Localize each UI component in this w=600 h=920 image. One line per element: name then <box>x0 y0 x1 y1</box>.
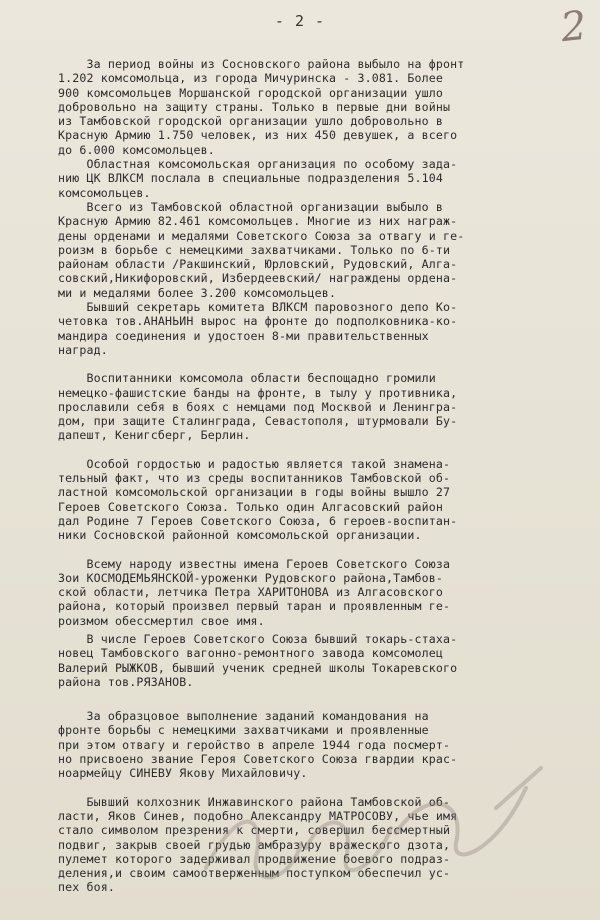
paragraph-heroes-count: Особой гордостью и радостью является такой знамена- тельный факт, что из среды воспитанников Тамбовской об- ластной комсомольской организации в годы войны вышло 27 Героев Советского Союза. Только один Алгасовский район дал Родине 7 Героев Советского Союза, 6 героев-воспитан- ники Сосновской районной комсомольской организации. <box>58 456 458 543</box>
page-number: - 2 - <box>274 12 326 30</box>
paragraph-ananyin: Бывший секретарь комитета ВЛКСМ паровозного депо Ко- четовка тов.АНАНЬИН вырос на фронте до подполковника-ко- мандира соединения и удостоен 8-ми правительственных наград. <box>58 300 458 357</box>
paragraph-sinev-feat: Бывший колхозник Инжавинского района Тамбовской об- ласти, Яков Синев, подобно Александру МАТРОСОВУ, чье имя стало символом презрения к смерти, совершил бессмертный подвиг, закрыв своей грудью амбразуру вражеского дзота, пулемет которого задерживал продвижение боевого подраз- деления,и своим самоотверженным поступком обеспечил ус- пех боя. <box>58 794 458 895</box>
archive-page-mark: 2 <box>558 2 589 52</box>
paragraph-total-departed: Всего из Тамбовской областной организации выбыло в Красную Армию 82.461 комсомольцев. Многие из них награж- дены орденами и медалями Советского Союза за отвагу и ге- роизм в борьбе с немецкими захватчиками. Только по 6-ти районам области /Ракшинский, Юрловский, Рудовский, Алга- совский,Никифоровский, Избердеевский/ награждены ордена- ми и медалями более 3.200 комсомольцев. <box>58 199 465 300</box>
paragraph-battles: Воспитанники комсомола области беспощадно громили немецко-фашистские банды на фронте, в тылу у противника, прославили себя в боях с немцами под Москвой и Ленингра- дом, при защите Сталинграда, Севастополя, штурмовали Бу- дапешт, Кенигсберг, Берлин. <box>58 371 458 443</box>
paragraph-sinev-award: За образцовое выполнение заданий командования на фронте борьбы с немецкими захватчиками и проявленные при этом отвагу и геройство в апреле 1944 года посмерт- но присвоено звание Героя Советского Союза гвардии крас- ноармейцу СИНЕВУ Якову Михайловичу. <box>58 709 458 781</box>
paragraph-ryzhkov: В числе Героев Советского Союза бывший токарь-стаха- новец Тамбовского вагонно-ремонтного завода комсомолец Валерий РЫЖКОВ, бывший ученик средней школы Токаревского района тов.РЯЗАНОВ. <box>58 631 458 689</box>
paragraph-special-units: Областная комсомольская организация по особому зада- нию ЦК ВЛКСМ послала в специальные подразделения 5.104 комсомольцев. <box>58 157 458 200</box>
paragraph-famous-heroes: Всему народу известны имена Героев Советского Союза Зои КОСМОДЕМЬЯНСКОЙ-уроженки Рудовского района,Тамбов- ской области, летчика Петра ХАРИТОНОВА из Алгасовского района, который произвел первый таран и проявленным ге- роизмом обессмертил свое имя. <box>58 556 451 628</box>
document-body <box>58 57 592 895</box>
paragraph-komsomol-departures: За период войны из Сосновского района выбыло на фронт 1.202 комсомольца, из города Мичуринска - 3.081. Более 900 комсомольцев Моршанской городской организации ушло добровольно на защиту страны. Только в первые дни войны из Тамбовской городской организации ушло добровольно в Красную Армию 1.750 человек, из них 450 девушек, а всего до 6.000 комсомольцев. <box>58 57 465 157</box>
